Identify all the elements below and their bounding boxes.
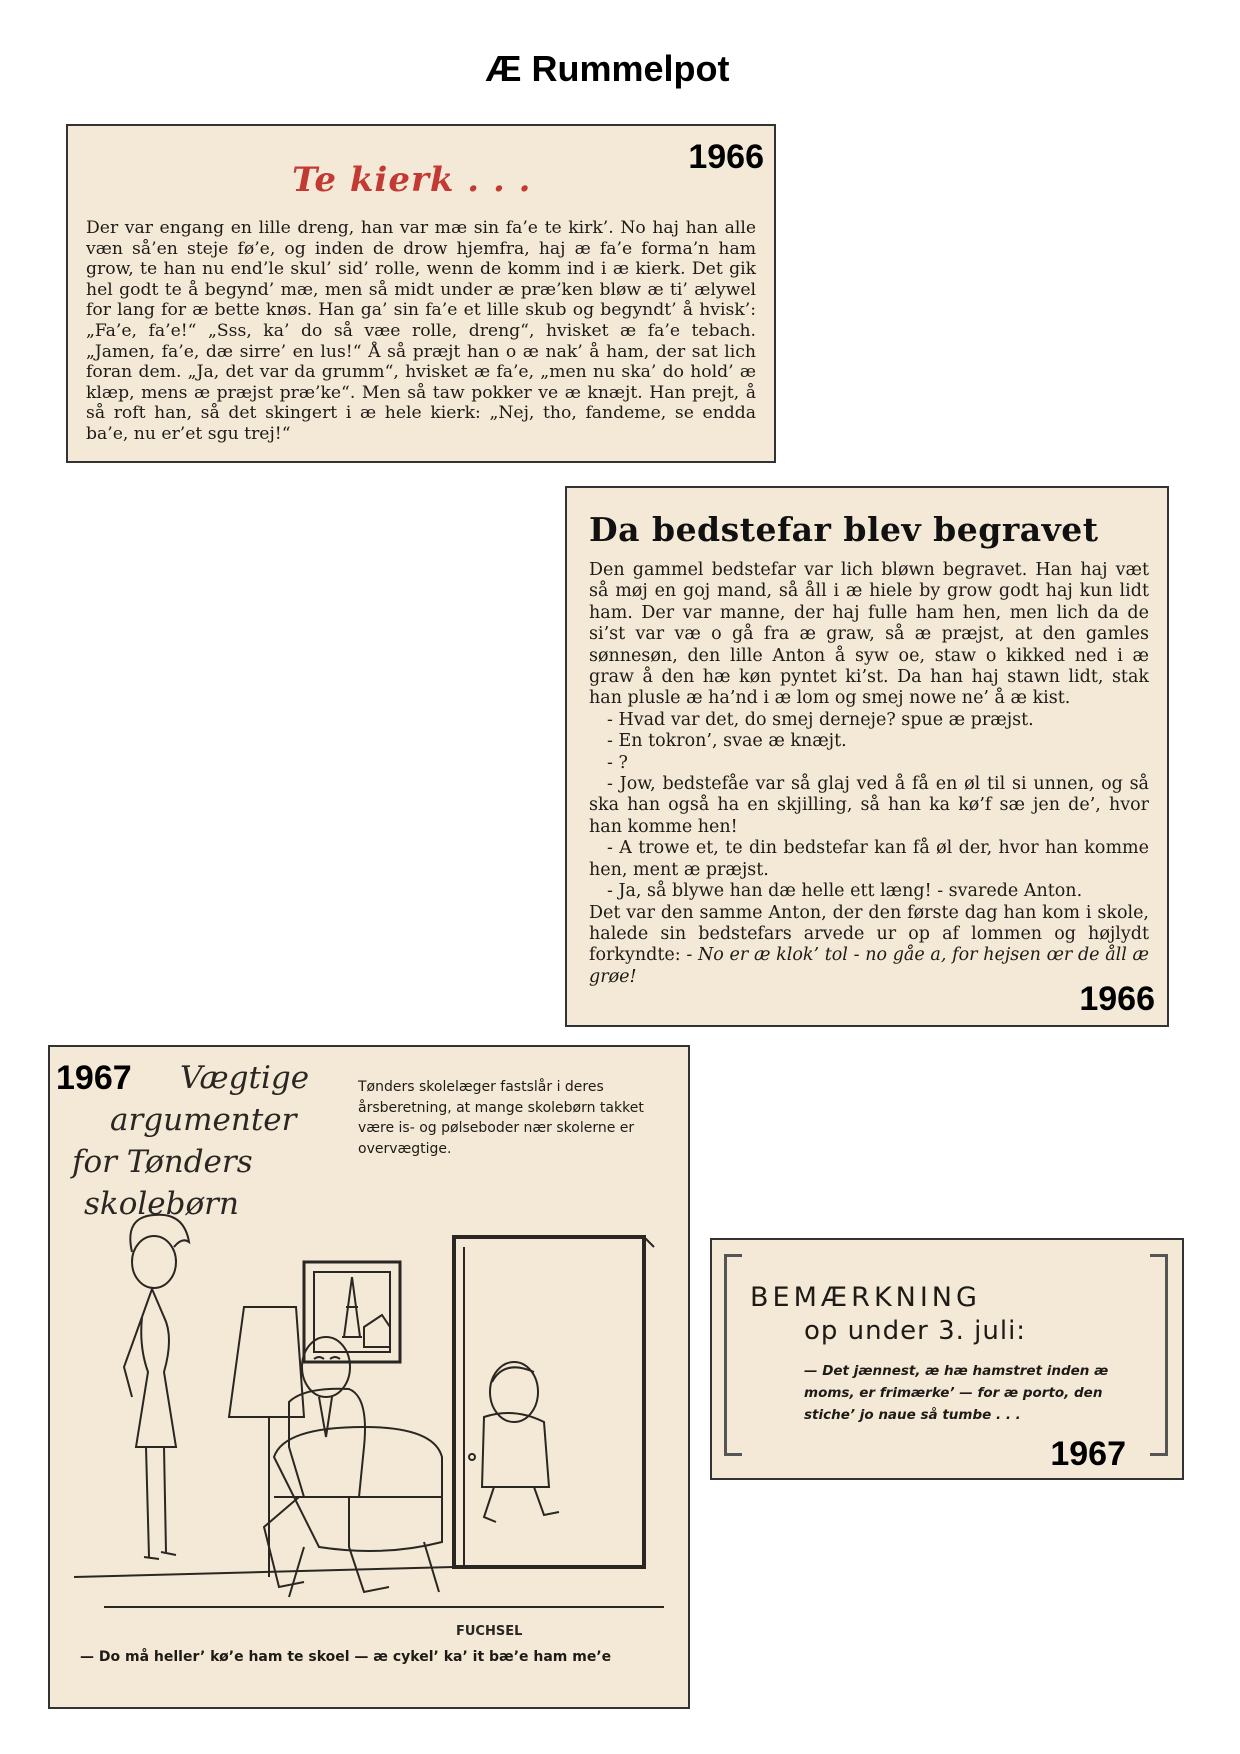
clipping-te-kierk [66, 124, 776, 463]
body-paragraph: Den gammel bedstefar var lich bløwn begravet. Han haj væt så møj en goj mand, så åll i æ hiele by grow godt haj kun lidt ham. Der var manne, der haj fulle ham hen, men lich da de si’st var væ o gå fra æ graw, så æ præjst, at den gamles sønnesøn, den lille Anton å syw oe, staw o kikked ned i æ graw å den hæ køn pyntet ki’st. Da han haj stawn lidt, stak han plusle æ ha’nd i æ lom og smej nowe ne’ å æ kist. [589, 560, 1149, 709]
cartoon-illustration [64, 1197, 674, 1647]
title-line: argumenter [110, 1102, 297, 1138]
cartoon-caption: — Do må heller’ kø’e ham te skoel — æ cykel’ ka’ it bæ’e ham me’e [80, 1649, 612, 1665]
clipping-cartoon [48, 1045, 690, 1709]
page-title: Æ Rummelpot [485, 48, 730, 89]
clipping-quote: — Det jænnest, æ hæ hamstret inden æ moms, er frimærke’ — for æ porto, den stiche’ jo naue så tumbe . . . [804, 1363, 1109, 1423]
year-label: 1967 [1050, 1435, 1126, 1473]
clipping-bemaerkning [710, 1238, 1184, 1480]
year-label: 1966 [688, 138, 764, 176]
quote-text: - No er æ klok’ tol - no gåe a, for hejsen œr de åll æ grøe! [589, 945, 1149, 987]
dialogue-line: - Ja, så blywe han dæ helle ett læng! - svarede Anton. [607, 881, 1083, 902]
outro-text: Det var den samme Anton, der den første dag han kom i skole, halede sin bedstefars arvede ur op af lommen og højlydt forkyndte: [589, 902, 1149, 966]
title-line: for Tønders [72, 1144, 253, 1180]
year-label: 1967 [56, 1059, 132, 1097]
clipping-heading: BEMÆRKNING [750, 1282, 981, 1313]
dialogue-line: - En tokron’, svae æ knæjt. [607, 731, 847, 752]
title-line: skolebørn [84, 1186, 239, 1222]
dialogue-line: - A trowe et, te din bedstefar kan få øl der, hvor han komme hen, ment æ præjst. [589, 838, 1149, 880]
clipping-headline: Da bedstefar blev begravet [589, 510, 1099, 549]
clipping-body [589, 560, 1149, 988]
dialogue-line: - Jow, bedstefåe var så glaj ved å få en øl til si unnen, og så ska han også ha en skjilling, så han ka kø’f sæ jen de’, hvor han komme hen! [589, 774, 1149, 837]
dialogue-line: - Hvad var det, do smej derneje? spue æ præjst. [607, 709, 1034, 730]
body-paragraph [589, 903, 1149, 989]
cartoon-intro: Tønders skolelæger fastslår i deres årsberetning, at mange skolebørn takket være is- og pølseboder nær skolerne er overvægtige. [358, 1079, 644, 1157]
title-line: Vægtige [180, 1060, 310, 1096]
clipping-subheading: op under 3. juli: [804, 1316, 1027, 1346]
year-label: 1966 [1079, 980, 1155, 1018]
dialogue-line: - ? [607, 752, 628, 773]
clipping-body: Der var engang en lille dreng, han var mæ sin fa’e te kirk’. No haj han alle væn så’en steje fø’e, og inden de drow hjemfra, haj æ fa’e forma’n ham grow, te han nu end’le skul’ sid’ rolle, wenn de komm ind i æ kierk. Det gik hel godt te å begynd’ mæ, men så midt under æ præ’ken bløw æ ti’ ælywel for lang for æ bette knøs. Han ga’ sin fa’e et lille skub og begyndt’ å hvisk’: „Fa’e, fa’e!“ „Sss, ka’ do så væe rolle, dreng“, hvisket æ fa’e tebach. „Jamen, fa’e, dæ sirre’ en lus!“ Å så præjt han o æ nak’ å ham, der sat lich foran dem. „Ja, det var da grumm“, hvisket æ fa’e, „men nu ska’ do hold’ æ klæp, mens æ præjst præ’ke“. Men så taw pokker ve æ knæjt. Han prejt, å så roft han, så det skingert i æ hele kierk: „Nej, tho, fandeme, se endda ba’e, nu er’et sgu trej!“ [86, 218, 756, 444]
artist-signature: FUCHSEL [456, 1624, 523, 1639]
clipping-bedstefar [565, 486, 1169, 1027]
left-bracket [724, 1254, 742, 1456]
clipping-headline: Te kierk . . . [292, 160, 532, 200]
